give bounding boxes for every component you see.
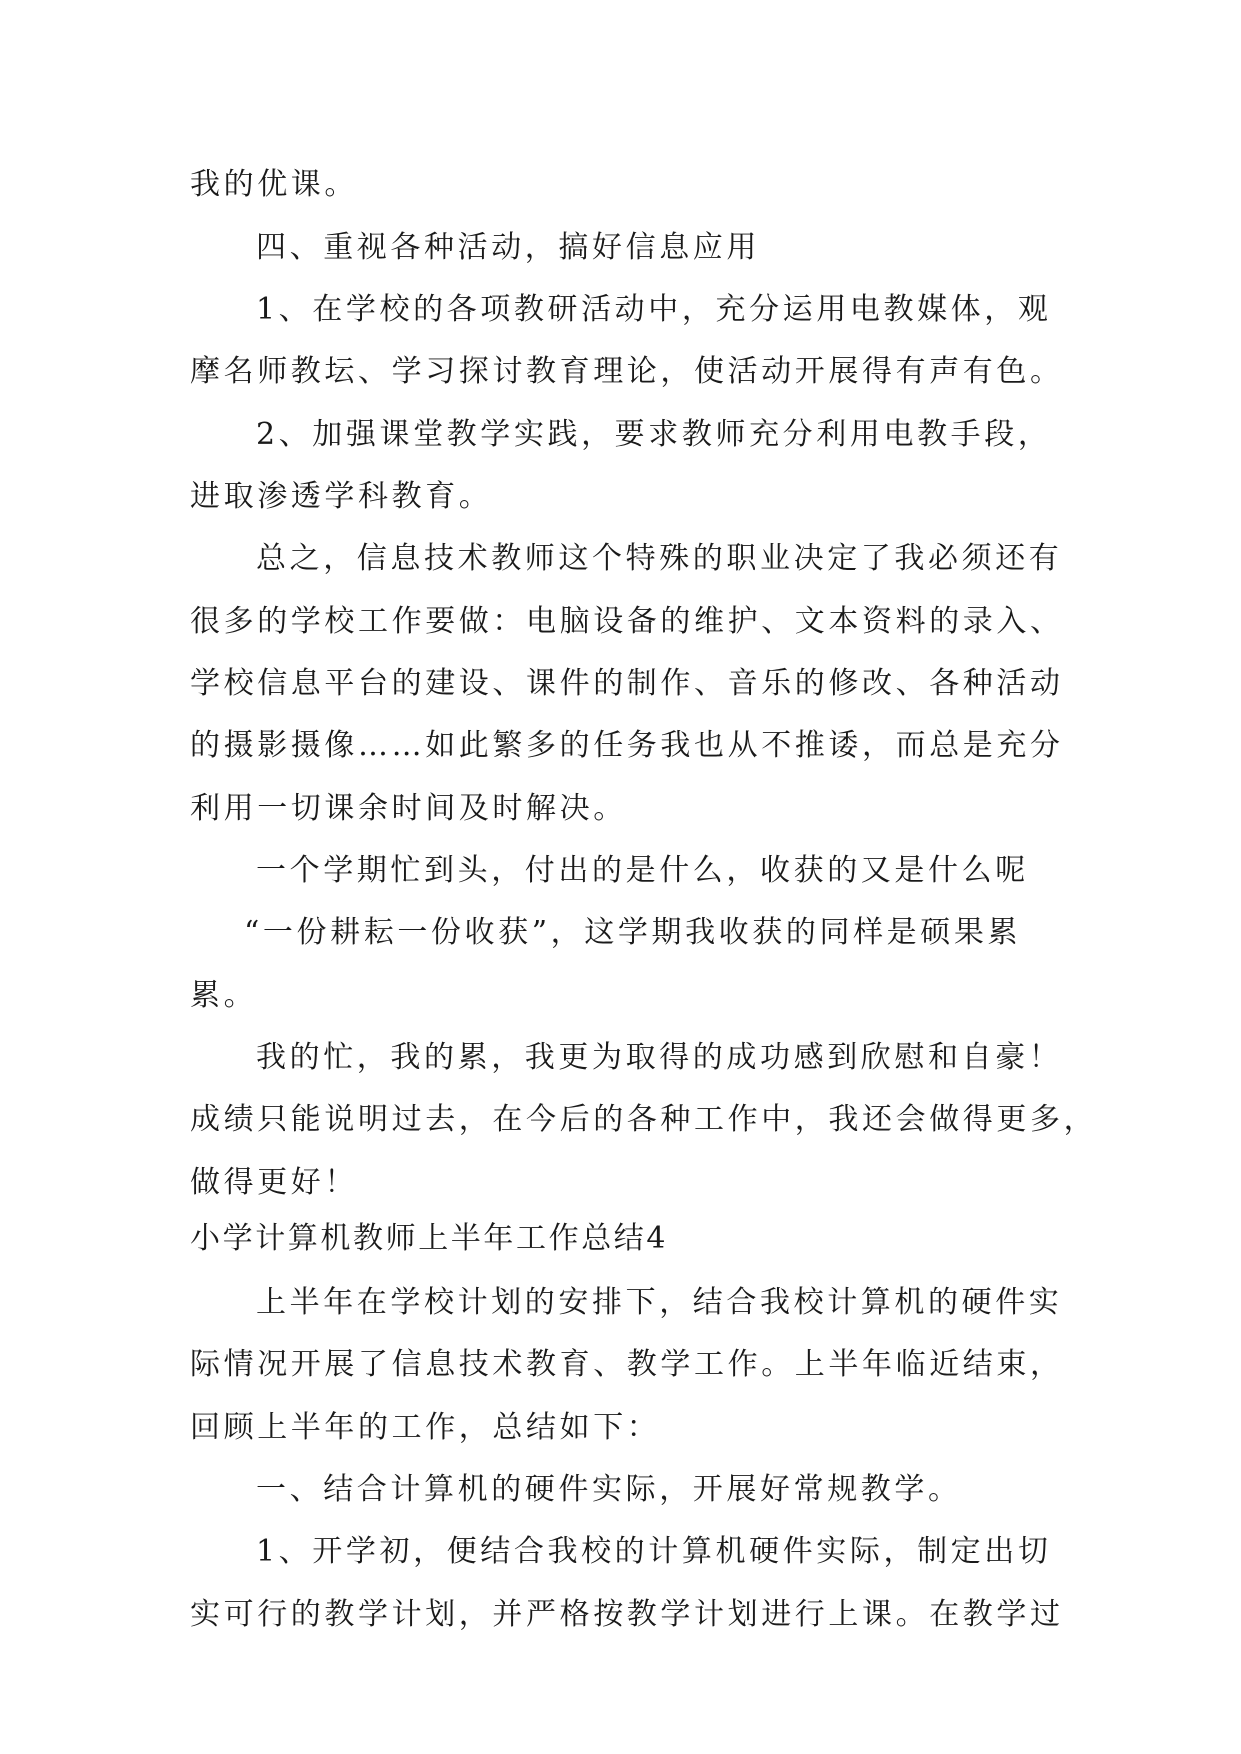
text-line: 2、加强课堂教学实践，要求教师充分利用电教手段， [256, 417, 1052, 452]
text-line: 一个学期忙到头，付出的是什么，收获的又是什么呢 [256, 853, 1029, 888]
document-title: 小学计算机教师上半年工作总结4 [190, 1221, 669, 1256]
text-line: 成绩只能说明过去，在今后的各种工作中，我还会做得更多， [190, 1102, 1098, 1137]
text-line: 做得更好！ [190, 1165, 358, 1200]
text-line: 实可行的教学计划，并严格按教学计划进行上课。在教学过 [190, 1597, 1064, 1632]
text-line: 上半年在学校计划的安排下，结合我校计算机的硬件实 [256, 1285, 1063, 1320]
text-line: 我的优课。 [190, 167, 358, 202]
text-line: 1、开学初，便结合我校的计算机硬件实际，制定出切 [256, 1534, 1052, 1569]
text-line: 学校信息平台的建设、课件的制作、音乐的修改、各种活动 [190, 666, 1064, 701]
text-line: 回顾上半年的工作，总结如下： [190, 1410, 661, 1445]
text-line: 际情况开展了信息技术教育、教学工作。上半年临近结束， [190, 1347, 1064, 1382]
text-line: 进取渗透学科教育。 [190, 479, 493, 514]
text-line: “一份耕耘一份收获”，这学期我收获的同样是硕果累 [244, 915, 1022, 950]
text-line: 总之，信息技术教师这个特殊的职业决定了我必须还有 [256, 541, 1063, 576]
text-line: 很多的学校工作要做：电脑设备的维护、文本资料的录入、 [190, 604, 1064, 639]
text-line: 的摄影摄像……如此繁多的任务我也从不推诿，而总是充分 [190, 728, 1064, 763]
text-line: 1、在学校的各项教研活动中，充分运用电教媒体，观 [256, 292, 1052, 327]
text-line: 利用一切课余时间及时解决。 [190, 791, 627, 826]
text-line: 摩名师教坛、学习探讨教育理论，使活动开展得有声有色。 [190, 354, 1064, 389]
section-heading: 四、重视各种活动，搞好信息应用 [256, 230, 760, 265]
text-line: 我的忙，我的累，我更为取得的成功感到欣慰和自豪！ [256, 1040, 1063, 1075]
section-heading: 一、结合计算机的硬件实际，开展好常规教学。 [256, 1472, 962, 1507]
text-line: 累。 [190, 978, 258, 1013]
